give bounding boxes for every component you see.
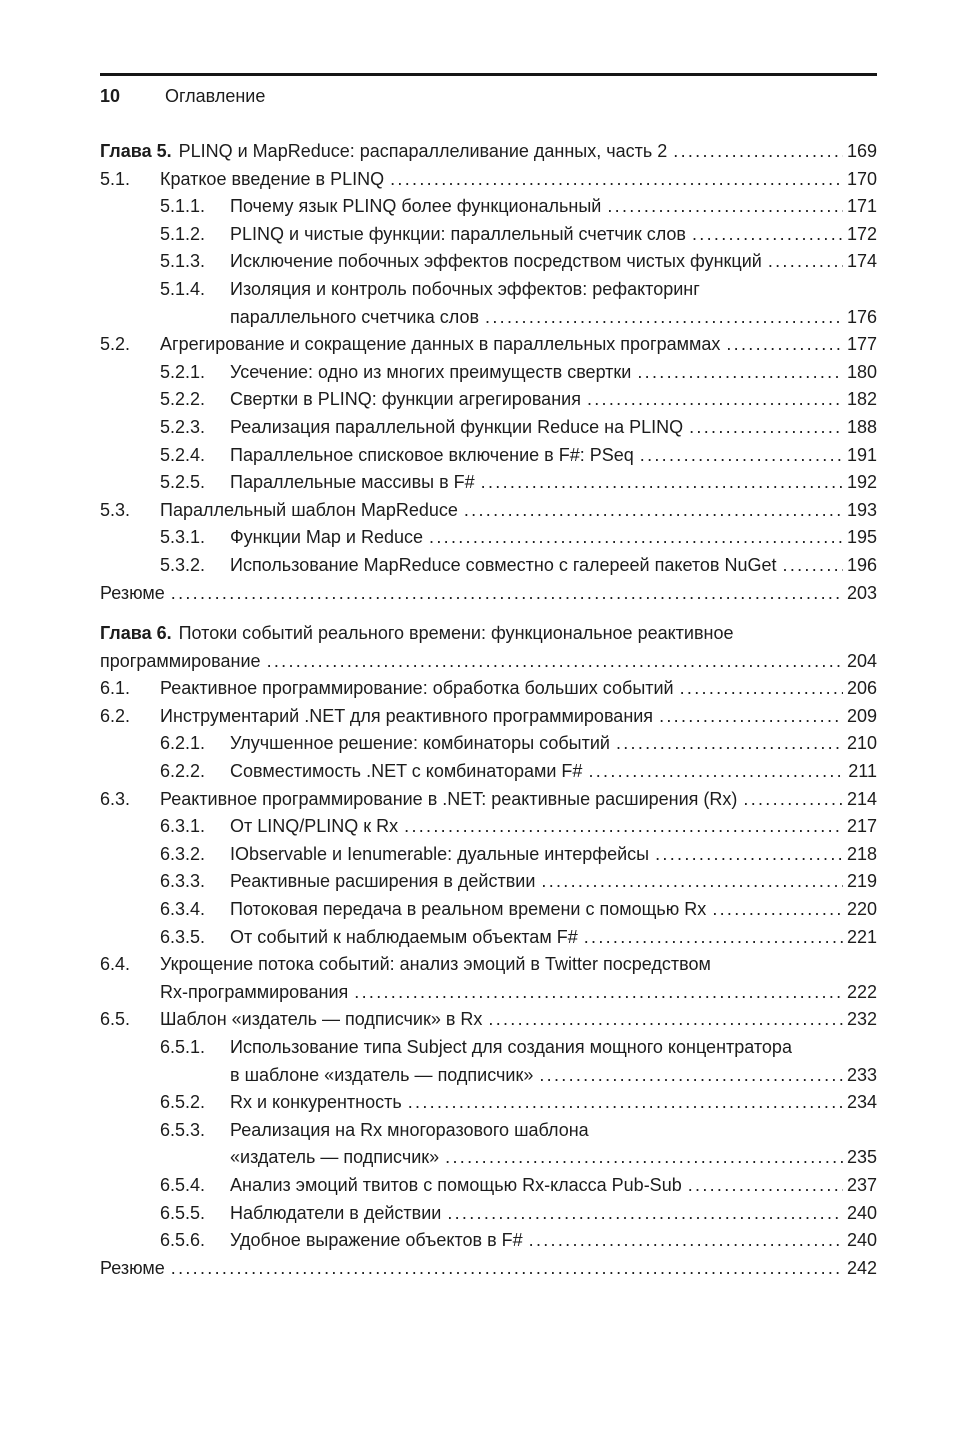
toc-entry-page: 193 [846, 499, 877, 520]
toc-entry [100, 758, 877, 786]
toc-entry-page: 237 [846, 1174, 877, 1195]
toc-entry-title: PLINQ и MapReduce: распараллеливание данных, часть 2 [178, 141, 668, 161]
toc-entry [100, 442, 877, 470]
toc-entry-title: Удобное выражение объектов в F# [230, 1230, 523, 1251]
toc-entry-title: Реализация параллельной функции Reduce на PLINQ [230, 416, 684, 437]
toc-entry-page: 210 [846, 733, 877, 754]
toc-entry-number: 5.2.3. [160, 416, 206, 437]
dot-leader [390, 166, 843, 194]
toc-entry-number: 5.1.1. [160, 196, 206, 217]
toc-entry-page: 218 [846, 843, 877, 864]
toc-entry-number: 5.3. [100, 499, 131, 520]
toc-entry-title: Реактивное программирование: обработка больших событий [160, 678, 674, 699]
toc-entry-body [160, 1006, 877, 1034]
dot-leader [445, 1144, 843, 1172]
toc-entry-number: 5.2.2. [160, 389, 206, 410]
book-page [0, 73, 974, 1282]
toc-entry-page: 214 [846, 788, 877, 809]
toc-entry-title: Функции Map и Reduce [230, 527, 424, 548]
toc-entry-title: Свертки в PLINQ: функции агрегирования [230, 389, 581, 410]
dot-leader [488, 1006, 843, 1034]
chapter-label: Глава 5. [100, 141, 172, 161]
toc-entry [100, 138, 877, 166]
toc-entry [100, 580, 877, 608]
toc-entry-body [160, 951, 877, 1006]
toc-entry-title: Использование MapReduce совместно с галереей пакетов NuGet [230, 554, 777, 575]
toc-entry-number: 5.1. [100, 168, 131, 189]
toc-entry-title: Резюме [100, 1257, 165, 1278]
toc-entry-body [230, 1200, 877, 1228]
dot-leader [541, 868, 843, 896]
toc-entry-page: 240 [846, 1230, 877, 1251]
dot-leader [680, 675, 843, 703]
toc-entry-number: 5.1.3. [160, 251, 206, 272]
toc-entry [100, 1006, 877, 1034]
toc-entry-title-continued: программирование [100, 650, 261, 671]
toc-entry-title: Реактивное программирование в .NET: реактивные расширения (Rx) [160, 788, 738, 809]
toc-entry-title: Анализ эмоций твитов с помощью Rx-класса Pub-Sub [230, 1174, 682, 1195]
toc-entry-body [230, 813, 877, 841]
toc-entry-body [230, 193, 877, 221]
toc-entry-body [230, 469, 877, 497]
toc-entry-number: 6.2. [100, 705, 131, 726]
toc-entry-page: 169 [846, 141, 877, 161]
dot-leader [712, 896, 843, 924]
toc-entry-body [160, 166, 877, 194]
toc-entry-number: 5.3.1. [160, 527, 206, 548]
toc-entry-page: 232 [846, 1009, 877, 1030]
toc-entry-title: Rx и конкурентность [230, 1092, 402, 1113]
toc-entry-number: 6.2.1. [160, 733, 206, 754]
toc-entry-page: 222 [846, 981, 877, 1002]
toc-entry-page: 182 [846, 389, 877, 410]
toc-entry-page: 188 [846, 416, 877, 437]
toc-entry [100, 924, 877, 952]
toc-entry-body [230, 1117, 877, 1172]
toc-entry [100, 1255, 877, 1283]
toc-entry-page: 221 [846, 926, 877, 947]
toc-entry-number: 6.5. [100, 1009, 131, 1030]
dot-leader [587, 386, 843, 414]
toc-entry-number: 5.2.5. [160, 472, 206, 493]
toc-entry-page: 192 [846, 472, 877, 493]
dot-leader [688, 1172, 843, 1200]
toc-entry-title: Улучшенное решение: комбинаторы событий [230, 733, 610, 754]
toc-entry-page: 217 [846, 816, 877, 837]
toc-entry-title-continued: в шаблоне «издатель — подписчик» [230, 1064, 534, 1085]
toc-entry-body [230, 524, 877, 552]
toc-entry-body [230, 841, 877, 869]
dot-leader [616, 730, 843, 758]
dot-leader [404, 813, 843, 841]
toc-entry-page: 219 [846, 871, 877, 892]
toc-entry-number: 6.3.5. [160, 926, 206, 947]
dot-leader [655, 841, 843, 869]
toc-entry-number: 6.3.4. [160, 899, 206, 920]
toc-entry-page: 233 [846, 1064, 877, 1085]
toc-entry [100, 221, 877, 249]
toc-entry-number: 5.2. [100, 334, 131, 355]
toc-entry-body [230, 442, 877, 470]
toc-entry-title: Потоковая передача в реальном времени с помощью Rx [230, 899, 707, 920]
toc-entry [100, 414, 877, 442]
toc-entry-body [230, 924, 877, 952]
toc-entry-title: Агрегирование и сокращение данных в параллельных программах [160, 334, 721, 355]
toc-entry-title: Параллельное списковое включение в F#: PSeq [230, 444, 634, 465]
toc-entry [100, 1172, 877, 1200]
toc-entry-number: 5.2.1. [160, 361, 206, 382]
toc-entry [100, 469, 877, 497]
toc-entry [100, 166, 877, 194]
toc-entry-page: 234 [846, 1092, 877, 1113]
toc-entry-title: Использование типа Subject для создания мощного концентратора [230, 1037, 792, 1057]
toc-entry-title: Совместимость .NET с комбинаторами F# [230, 761, 583, 782]
toc-entry-number: 6.3.2. [160, 843, 206, 864]
dot-leader [640, 442, 843, 470]
chapter-label: Глава 6. [100, 623, 172, 644]
toc-entry [100, 331, 877, 359]
toc-entry-title: Укрощение потока событий: анализ эмоций в Twitter посредством [160, 954, 711, 975]
toc-entry [100, 786, 877, 814]
dot-leader [659, 703, 843, 731]
dot-leader [584, 924, 843, 952]
toc-entry-page: 171 [846, 196, 877, 217]
toc-entry-title: Инструментарий .NET для реактивного программирования [160, 705, 654, 726]
toc-entry-body [100, 620, 877, 675]
toc-entry-body [160, 786, 877, 814]
toc-entry [100, 813, 877, 841]
toc-entry-page: 180 [846, 361, 877, 382]
dot-leader [429, 524, 843, 552]
toc-entry-number: 5.2.4. [160, 444, 206, 465]
toc-list [100, 138, 877, 1282]
toc-entry-number: 6.4. [100, 954, 131, 975]
dot-leader [588, 758, 843, 786]
toc-entry-body [160, 497, 877, 525]
dot-leader [689, 414, 843, 442]
toc-entry-body [160, 331, 877, 359]
toc-entry-body [230, 1089, 877, 1117]
running-head [100, 76, 877, 107]
toc-entry [100, 841, 877, 869]
toc-entry-body [230, 248, 877, 276]
toc-entry-page: 240 [846, 1202, 877, 1223]
toc-entry [100, 675, 877, 703]
toc-entry-body [230, 276, 877, 331]
toc-entry-title: Резюме [100, 582, 165, 603]
toc-entry-number: 6.3. [100, 788, 131, 809]
toc-entry-page: 195 [846, 527, 877, 548]
toc-entry-page: 177 [846, 334, 877, 355]
toc-entry-title: Потоки событий реального времени: функциональное реактивное [178, 623, 734, 644]
toc-entry [100, 359, 877, 387]
toc-entry-body [230, 386, 877, 414]
toc-entry-title-continued: Rx-программирования [160, 981, 349, 1002]
toc-entry-number: 6.2.2. [160, 761, 206, 782]
toc-entry-body [160, 703, 877, 731]
toc-entry-page: 206 [846, 678, 877, 699]
toc-entry-number: 6.5.5. [160, 1202, 206, 1223]
dot-leader [726, 331, 843, 359]
dot-leader [354, 979, 843, 1007]
toc-entry-page: 235 [846, 1147, 877, 1168]
toc-entry-page: 242 [846, 1257, 877, 1278]
toc-entry [100, 193, 877, 221]
toc-entry-number: 6.5.3. [160, 1119, 206, 1140]
toc-entry [100, 1200, 877, 1228]
toc-entry-body [230, 1227, 877, 1255]
toc-entry [100, 620, 877, 675]
toc-entry-number: 6.5.6. [160, 1230, 206, 1251]
toc-entry [100, 1117, 877, 1172]
dot-leader [783, 552, 843, 580]
dot-leader [692, 221, 843, 249]
toc-entry-page: 220 [846, 899, 877, 920]
toc-entry-page: 191 [846, 444, 877, 465]
dot-leader [673, 138, 843, 166]
toc-entry-title: От событий к наблюдаемым объектам F# [230, 926, 578, 947]
toc-entry-body [100, 138, 877, 166]
toc-entry-title: IObservable и Ienumerable: дуальные интерфейсы [230, 843, 650, 864]
toc-entry-number: 6.5.4. [160, 1174, 206, 1195]
toc-entry [100, 896, 877, 924]
toc-entry-body [230, 896, 877, 924]
toc-entry-page: 203 [846, 582, 877, 603]
dot-leader [743, 786, 843, 814]
toc-entry [100, 248, 877, 276]
toc-entry-title: Наблюдатели в действии [230, 1202, 442, 1223]
toc-entry-title: Почему язык PLINQ более функциональный [230, 196, 602, 217]
dot-leader [529, 1227, 843, 1255]
dot-leader [768, 248, 843, 276]
toc-entry-title: От LINQ/PLINQ к Rx [230, 816, 399, 837]
dot-leader [171, 580, 843, 608]
toc-entry-title-continued: «издатель — подписчик» [230, 1147, 440, 1168]
toc-entry-title-continued: параллельного счетчика слов [230, 306, 480, 327]
toc-entry-body [230, 552, 877, 580]
toc-entry-body [230, 1034, 877, 1089]
toc-entry-title: Изоляция и контроль побочных эффектов: рефакторинг [230, 278, 700, 299]
toc-entry-title: PLINQ и чистые функции: параллельный счетчик слов [230, 223, 686, 244]
toc-entry-body [230, 730, 877, 758]
toc-entry-page: 174 [846, 251, 877, 272]
dot-leader [447, 1200, 843, 1228]
toc-entry [100, 1034, 877, 1089]
toc-entry-page: 176 [846, 306, 877, 327]
toc-entry [100, 497, 877, 525]
toc-entry-number: 6.1. [100, 678, 131, 699]
dot-leader [171, 1255, 843, 1283]
toc-entry [100, 1227, 877, 1255]
dot-leader [464, 497, 843, 525]
toc-entry-body [230, 221, 877, 249]
page-number-folio: 10 [100, 86, 121, 106]
toc-entry [100, 703, 877, 731]
dot-leader [408, 1089, 843, 1117]
toc-entry [100, 868, 877, 896]
toc-entry [100, 1089, 877, 1117]
toc-entry-body [100, 580, 877, 608]
toc-entry-body [230, 868, 877, 896]
dot-leader [607, 193, 843, 221]
toc-entry-title: Краткое введение в PLINQ [160, 168, 385, 189]
toc-entry-title: Исключение побочных эффектов посредством чистых функций [230, 251, 762, 272]
toc-entry [100, 552, 877, 580]
toc-entry-body [230, 359, 877, 387]
toc-entry-body [230, 414, 877, 442]
toc-entry-title: Реализация на Rx многоразового шаблона [230, 1119, 589, 1140]
toc-entry-page: 204 [846, 650, 877, 671]
toc-entry [100, 276, 877, 331]
toc-entry-number: 6.5.1. [160, 1037, 206, 1057]
toc-entry-page: 209 [846, 705, 877, 726]
toc-entry-page: 172 [846, 223, 877, 244]
dot-leader [481, 469, 843, 497]
toc-entry-number: 6.3.3. [160, 871, 206, 892]
toc-entry-number: 6.5.2. [160, 1092, 206, 1113]
dot-leader [637, 359, 843, 387]
toc-entry-title: Усечение: одно из многих преимуществ свертки [230, 361, 632, 382]
toc-entry-body [230, 1172, 877, 1200]
toc-entry-number: 5.1.2. [160, 223, 206, 244]
toc-entry-title: Параллельные массивы в F# [230, 472, 475, 493]
toc-entry [100, 386, 877, 414]
toc-entry-title: Реактивные расширения в действии [230, 871, 536, 892]
dot-leader [485, 304, 843, 332]
toc-entry-body [230, 758, 877, 786]
toc-entry-page: 211 [848, 761, 877, 782]
toc-entry [100, 951, 877, 1006]
toc-entry-body [160, 675, 877, 703]
toc-entry-number: 6.3.1. [160, 816, 206, 837]
dot-leader [267, 648, 843, 676]
toc-entry [100, 524, 877, 552]
toc-entry [100, 730, 877, 758]
toc-entry-title: Шаблон «издатель — подписчик» в Rx [160, 1009, 483, 1030]
toc-entry-number: 5.3.2. [160, 554, 206, 575]
running-head-title: Оглавление [165, 86, 266, 106]
toc-entry-number: 5.1.4. [160, 278, 206, 299]
toc-entry-body [100, 1255, 877, 1283]
dot-leader [539, 1062, 843, 1090]
toc-entry-page: 170 [846, 168, 877, 189]
toc-entry-page: 196 [846, 554, 877, 575]
toc-entry-title: Параллельный шаблон MapReduce [160, 499, 458, 520]
